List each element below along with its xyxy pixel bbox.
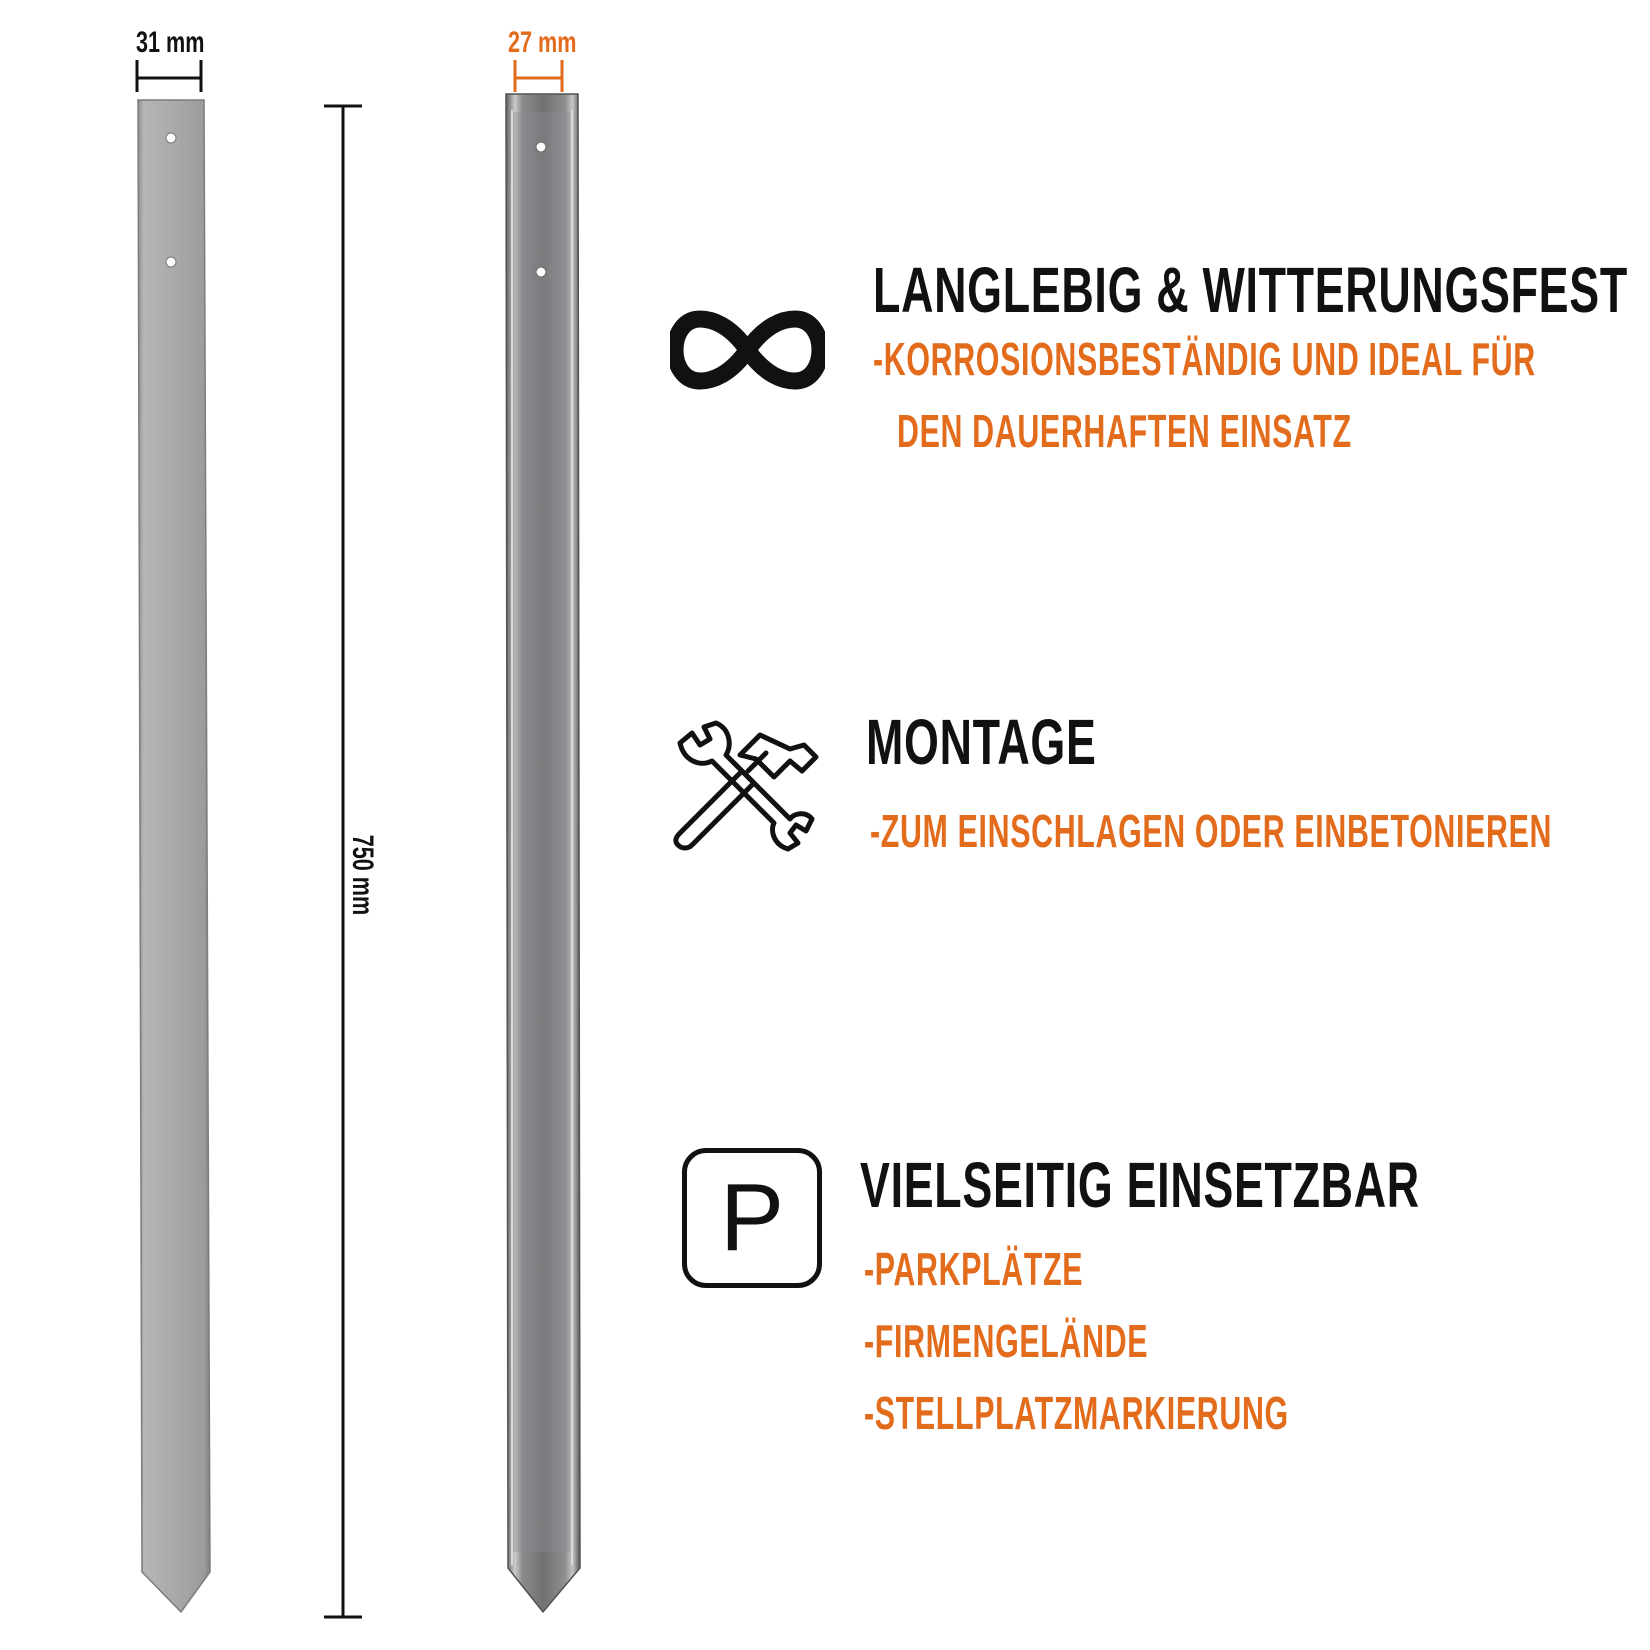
flat-width-label: 31 mm [136, 26, 205, 59]
feature-title-versatile: VIELSEITIG EINSETZBAR [860, 1149, 1420, 1221]
flat-width-dimension [136, 60, 202, 92]
feature-line-durability-1: -KORROSIONSBESTÄNDIG UND IDEAL FÜR [873, 333, 1536, 385]
profile-width-dimension [514, 60, 563, 92]
feature-line-versatile-2: -FIRMENGELÄNDE [864, 1315, 1149, 1367]
feature-title-durability: LANGLEBIG & WITTERUNGSFEST [873, 254, 1628, 326]
profile-stake [506, 94, 580, 1612]
parking-icon-letter: P [719, 1164, 785, 1271]
feature-line-durability-2: DEN DAUERHAFTEN EINSATZ [897, 405, 1352, 457]
length-label: 750 mm [346, 834, 379, 916]
feature-title-mounting: MONTAGE [866, 706, 1097, 778]
profile-width-label: 27 mm [508, 26, 577, 59]
feature-line-versatile-3: -STELLPLATZMARKIERUNG [864, 1387, 1289, 1439]
feature-line-mounting-1: -ZUM EINSCHLAGEN ODER EINBETONIEREN [870, 805, 1553, 857]
tools-icon [670, 715, 820, 855]
parking-icon [682, 1148, 822, 1288]
infinity-icon [670, 305, 825, 395]
feature-line-versatile-1: -PARKPLÄTZE [864, 1243, 1084, 1295]
flat-stake [138, 100, 210, 1612]
